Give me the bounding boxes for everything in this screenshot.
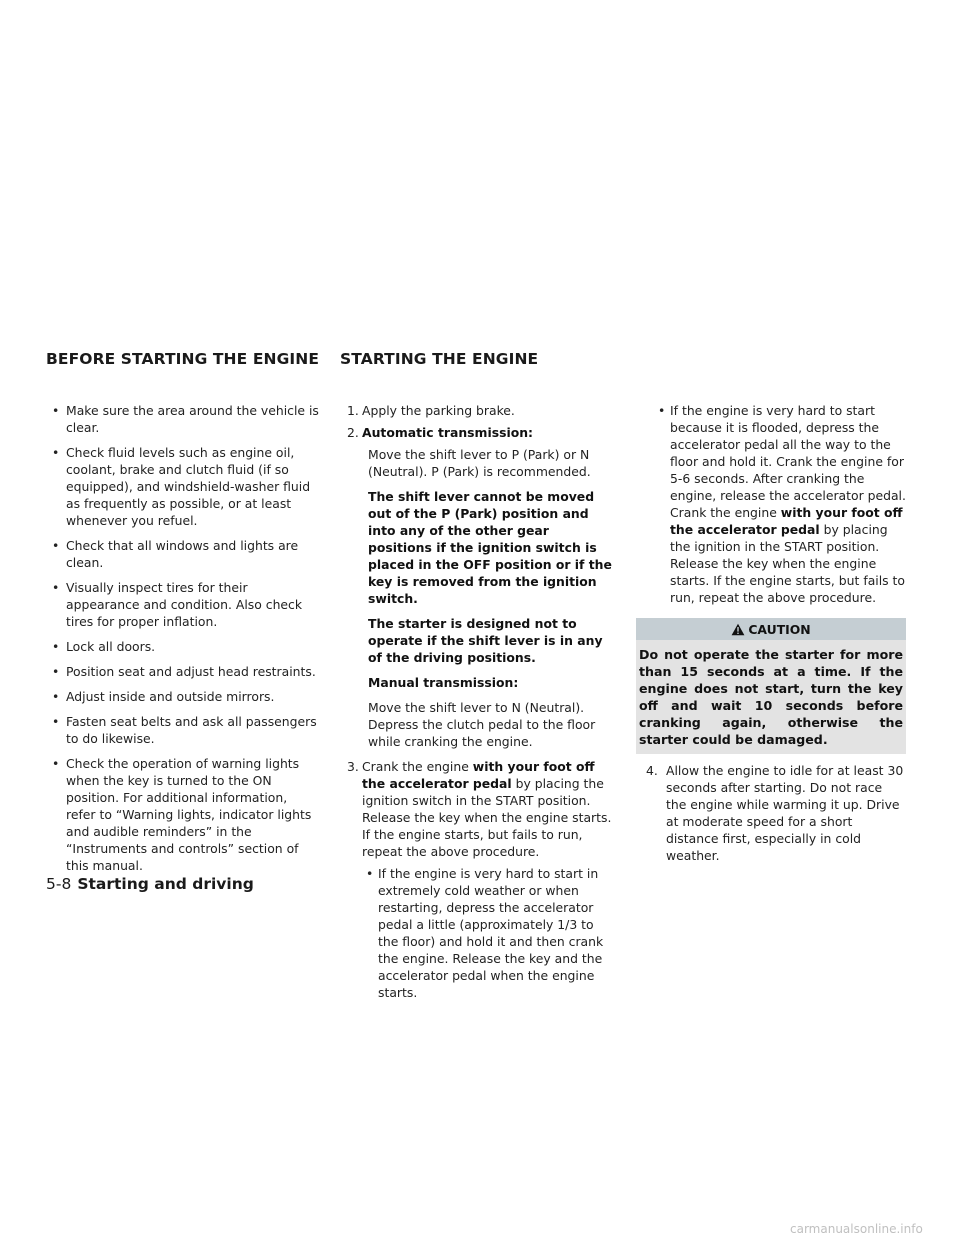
- step-4: 4. Allow the engine to idle for at least 30 seconds after starting. Do not race the engine while warming it up. Drive at moderate speed for a short distance first, especially in cold weather.: [646, 763, 904, 863]
- caution-box: [636, 618, 906, 754]
- shift-lever-warning: The shift lever cannot be moved out of the P (Park) position and into any of the other gear positions if the ignition switch is placed in the OFF position or if the key is removed from the ignition switch.: [368, 489, 612, 606]
- caution-title: CAUTION: [748, 621, 811, 637]
- cold-weather-note: • If the engine is very hard to start in extremely cold weather or when restarting, depress the accelerator pedal a little (approximately 1/3 to the floor) and hold it and then crank the engine. Release the key and the accelerator pedal when the engine starts.: [366, 866, 604, 1000]
- list-item: • Visually inspect tires for their appearance and condition. Also check tires for proper inflation.: [52, 580, 303, 629]
- automatic-transmission-text: Move the shift lever to P (Park) or N (Neutral). P (Park) is recommended.: [368, 447, 591, 479]
- starter-warning: The starter is designed not to operate if the shift lever is in any of the driving positions.: [368, 616, 603, 665]
- starting-steps-column-2: [636, 402, 906, 869]
- list-item: • Adjust inside and outside mirrors.: [52, 689, 275, 704]
- manual-transmission-text: Move the shift lever to N (Neutral). Depress the clutch pedal to the floor while cranking the engine.: [368, 700, 596, 749]
- before-starting-list: [48, 402, 320, 882]
- section-heading-starting: STARTING THE ENGINE: [340, 350, 539, 368]
- watermark: carmanualsonline.info: [790, 1222, 923, 1236]
- list-item: • Check that all windows and lights are clean.: [52, 538, 299, 570]
- list-item: • Make sure the area around the vehicle is clear.: [52, 403, 319, 435]
- page-footer: [46, 875, 254, 893]
- list-item: • Fasten seat belts and ask all passengers to do likewise.: [52, 714, 317, 746]
- list-item: • Position seat and adjust head restraints.: [52, 664, 316, 679]
- step-3: 3. Crank the engine with your foot off the accelerator pedal by placing the ignition switch in the START position. Release the key when the engine starts. If the engine starts, but fails to run, repeat the above procedure.: [347, 759, 612, 859]
- warning-triangle-icon: [731, 623, 745, 636]
- list-item: • Check fluid levels such as engine oil, coolant, brake and clutch fluid (if so equipped), and windshield-washer fluid as frequently as possible, or at least whenever you refuel.: [52, 445, 311, 528]
- step-2: 2. Automatic transmission:: [347, 425, 533, 440]
- caution-header: [636, 618, 906, 640]
- starting-steps-column-1: [344, 402, 614, 1009]
- list-item: • Lock all doors.: [52, 639, 156, 654]
- caution-text: Do not operate the starter for more than 15 seconds at a time. If the engine does not start, turn the key off and wait 10 seconds before cranking again, otherwise the starter could be damaged.: [639, 647, 903, 747]
- section-name: Starting and driving: [77, 875, 254, 893]
- flooded-engine-note: • If the engine is very hard to start because it is flooded, depress the accelerator pedal all the way to the floor and hold it. Crank the engine for 5-6 seconds. After cranking the engine, release the accelerator pedal. Crank the engine with your foot off the accelerator pedal by placing the ignition in the START position. Release the key when the engine starts. If the engine starts, but fails to run, repeat the above procedure.: [658, 403, 906, 605]
- step-1: 1. Apply the parking brake.: [347, 403, 515, 418]
- list-item: • Check the operation of warning lights when the key is turned to the ON position. For additional information, refer to “Warning lights, indicator lights and audible reminders” in the “Instruments and controls” section of this manual.: [52, 756, 312, 873]
- manual-transmission-label: Manual transmission:: [368, 675, 519, 690]
- section-heading-before-starting: BEFORE STARTING THE ENGINE: [46, 350, 320, 368]
- page-number: 5-8: [46, 875, 72, 893]
